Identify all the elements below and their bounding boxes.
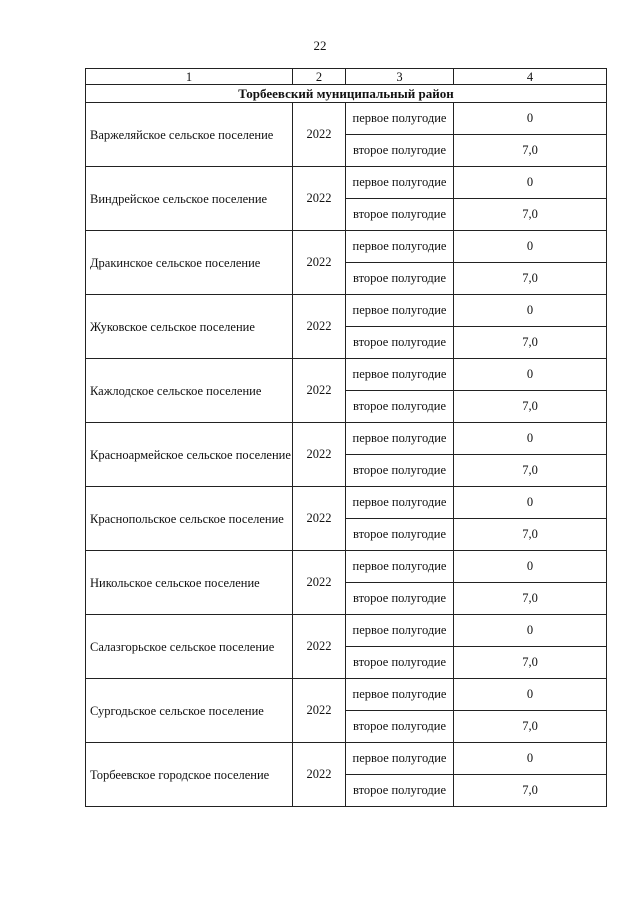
settlement-name: Варжеляйское сельское поселение (86, 103, 293, 167)
period-cell: второе полугодие (346, 263, 454, 295)
period-cell: первое полугодие (346, 487, 454, 519)
period-cell: второе полугодие (346, 455, 454, 487)
settlement-period-row (86, 103, 607, 135)
period-cell: первое полугодие (346, 679, 454, 711)
district-row (86, 85, 607, 103)
settlement-period-row (86, 679, 607, 711)
value-cell: 0 (454, 359, 607, 391)
settlement-name: Кажлодское сельское поселение (86, 359, 293, 423)
settlement-name: Красноармейское сельское поселение (86, 423, 293, 487)
tariff-table-body (86, 69, 607, 807)
settlement-name: Дракинское сельское поселение (86, 231, 293, 295)
value-cell: 0 (454, 615, 607, 647)
period-cell: второе полугодие (346, 391, 454, 423)
settlement-period-row (86, 359, 607, 391)
value-cell: 7,0 (454, 583, 607, 615)
period-cell: первое полугодие (346, 167, 454, 199)
year-cell: 2022 (293, 167, 346, 231)
period-cell: второе полугодие (346, 583, 454, 615)
value-cell: 7,0 (454, 711, 607, 743)
value-cell: 0 (454, 231, 607, 263)
settlement-name: Краснопольское сельское поселение (86, 487, 293, 551)
period-cell: первое полугодие (346, 551, 454, 583)
value-cell: 7,0 (454, 647, 607, 679)
value-cell: 7,0 (454, 263, 607, 295)
settlement-name: Никольское сельское поселение (86, 551, 293, 615)
value-cell: 7,0 (454, 199, 607, 231)
settlement-name: Торбеевское городское поселение (86, 743, 293, 807)
page-number: 22 (313, 38, 327, 53)
year-cell: 2022 (293, 423, 346, 487)
settlement-period-row (86, 295, 607, 327)
settlement-period-row (86, 231, 607, 263)
period-cell: второе полугодие (346, 135, 454, 167)
settlement-name: Салазгорьское сельское поселение (86, 615, 293, 679)
year-cell: 2022 (293, 359, 346, 423)
column-number-2: 2 (293, 69, 346, 85)
district-title: Торбеевский муниципальный район (86, 85, 607, 103)
value-cell: 7,0 (454, 391, 607, 423)
period-cell: первое полугодие (346, 615, 454, 647)
value-cell: 0 (454, 295, 607, 327)
settlement-name: Жуковское сельское поселение (86, 295, 293, 359)
period-cell: второе полугодие (346, 199, 454, 231)
period-cell: второе полугодие (346, 647, 454, 679)
value-cell: 7,0 (454, 135, 607, 167)
value-cell: 7,0 (454, 519, 607, 551)
period-cell: первое полугодие (346, 103, 454, 135)
tariff-table (85, 68, 607, 807)
period-cell: первое полугодие (346, 359, 454, 391)
period-cell: первое полугодие (346, 295, 454, 327)
settlement-period-row (86, 615, 607, 647)
settlement-period-row (86, 551, 607, 583)
settlement-period-row (86, 423, 607, 455)
value-cell: 7,0 (454, 775, 607, 807)
settlement-period-row (86, 167, 607, 199)
settlement-name: Виндрейское сельское поселение (86, 167, 293, 231)
value-cell: 0 (454, 551, 607, 583)
value-cell: 0 (454, 679, 607, 711)
period-cell: первое полугодие (346, 231, 454, 263)
period-cell: второе полугодие (346, 519, 454, 551)
value-cell: 0 (454, 103, 607, 135)
value-cell: 7,0 (454, 327, 607, 359)
year-cell: 2022 (293, 103, 346, 167)
year-cell: 2022 (293, 743, 346, 807)
value-cell: 7,0 (454, 455, 607, 487)
column-number-3: 3 (346, 69, 454, 85)
settlement-name: Сургодьское сельское поселение (86, 679, 293, 743)
settlement-period-row (86, 487, 607, 519)
period-cell: второе полугодие (346, 327, 454, 359)
value-cell: 0 (454, 167, 607, 199)
settlement-period-row (86, 743, 607, 775)
year-cell: 2022 (293, 295, 346, 359)
year-cell: 2022 (293, 615, 346, 679)
period-cell: первое полугодие (346, 743, 454, 775)
year-cell: 2022 (293, 231, 346, 295)
period-cell: второе полугодие (346, 711, 454, 743)
value-cell: 0 (454, 743, 607, 775)
period-cell: первое полугодие (346, 423, 454, 455)
column-number-1: 1 (86, 69, 293, 85)
column-number-row (86, 69, 607, 85)
year-cell: 2022 (293, 487, 346, 551)
value-cell: 0 (454, 423, 607, 455)
column-number-4: 4 (454, 69, 607, 85)
year-cell: 2022 (293, 679, 346, 743)
period-cell: второе полугодие (346, 775, 454, 807)
value-cell: 0 (454, 487, 607, 519)
year-cell: 2022 (293, 551, 346, 615)
